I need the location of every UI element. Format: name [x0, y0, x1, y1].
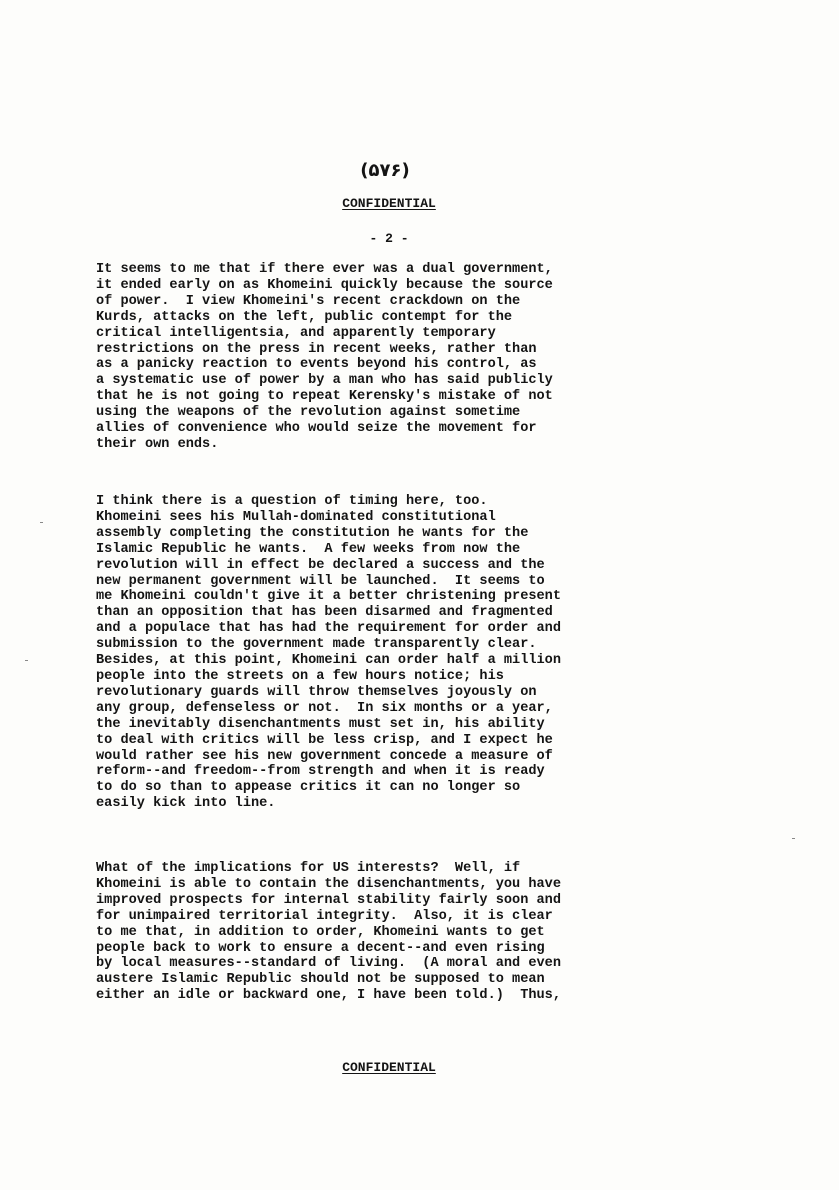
scan-speck: [792, 838, 795, 839]
scan-speck: [40, 522, 43, 523]
body-paragraph-1: It seems to me that if there ever was a dual government, it ended early on as Khomeini quickly because the source of power. I view Khomeini's recent crackdown on the Kurds, attacks on the left, public contempt for the critical intelligentsia, and apparently temporary restrictions on the press in recent weeks, rather than as a panicky reaction to events beyond his control, as a systematic use of power by a man who has said publicly that he is not going to repeat Kerensky's mistake of not using the weapons of the revolution against sometime allies of convenience who would seize the movement for their own ends.: [96, 262, 553, 452]
body-paragraph-3: What of the implications for US interests? Well, if Khomeini is able to contain the disenchantments, you have improved prospects for internal stability fairly soon and for unimpaired territorial integrity. Also, it is clear to me that, in addition to order, Khomeini wants to get people back to work to ensure a decent--and even rising by local measures--standard of living. (A moral and even austere Islamic Republic should not be supposed to mean either an idle or backward one, I have been told.) Thus,: [96, 861, 561, 1004]
internal-page-number: - 2 -: [369, 231, 409, 246]
classification-marking-top: CONFIDENTIAL: [342, 196, 436, 211]
classification-marking-bottom: CONFIDENTIAL: [342, 1060, 436, 1075]
scan-speck: [25, 660, 28, 661]
body-paragraph-2: I think there is a question of timing here, too. Khomeini sees his Mullah-dominated constitutional assembly completing the constitution he wants for the Islamic Republic he wants. A few weeks from now the revolution will in effect be declared a success and the new permanent government will be launched. It seems to me Khomeini couldn't give it a better christening present than an opposition that has been disarmed and fragmented and a populace that has had the requirement for order and submission to the government made transparently clear. Besides, at this point, Khomeini can order half a million people into the streets on a few hours notice; his revolutionary guards will throw themselves joyously on any group, defenseless or not. In six months or a year, the inevitably disenchantments must set in, his ability to deal with critics will be less crisp, and I expect he would rather see his new government concede a measure of reform--and freedom--from strength and when it is ready to do so than to appease critics it can no longer so easily kick into line.: [96, 494, 561, 812]
archive-page-number: (۵۷۶): [360, 160, 410, 181]
